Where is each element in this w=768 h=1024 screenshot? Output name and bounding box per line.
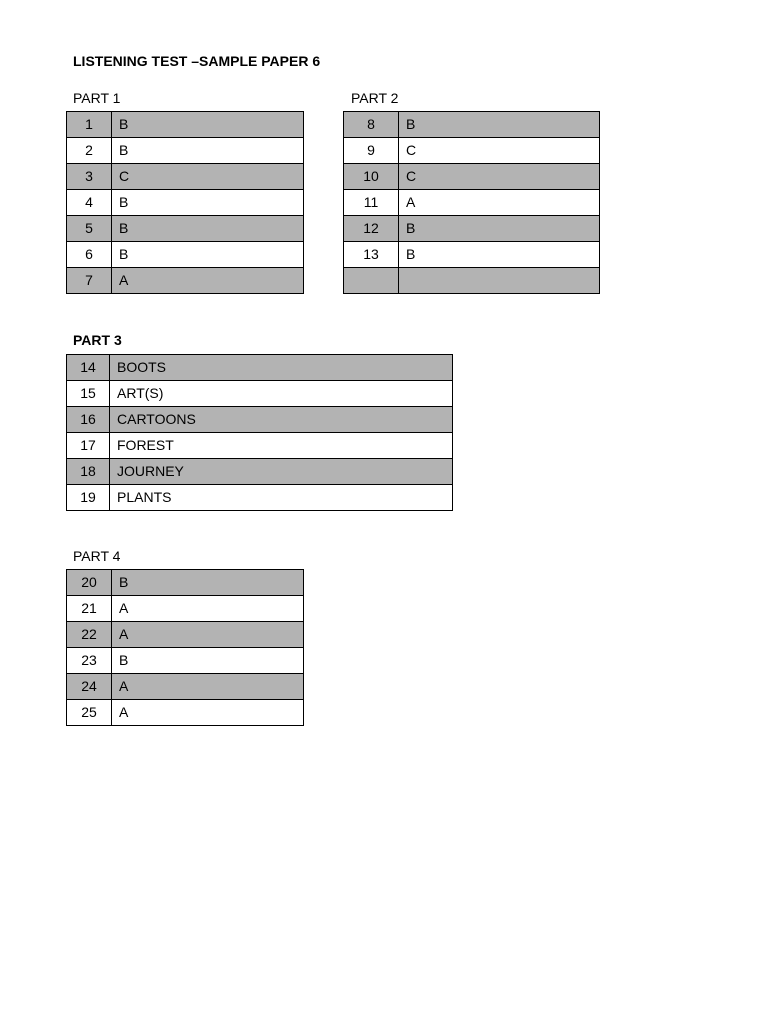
- table-row: [67, 622, 304, 648]
- page-title: LISTENING TEST –SAMPLE PAPER 6: [73, 53, 321, 69]
- question-number: 5: [67, 216, 112, 242]
- answer-cell: B: [112, 648, 304, 674]
- answer-cell: B: [112, 190, 304, 216]
- answer-cell: FOREST: [110, 433, 453, 459]
- question-number: 12: [344, 216, 399, 242]
- answer-cell: B: [112, 242, 304, 268]
- table-row: [344, 242, 600, 268]
- question-number: 3: [67, 164, 112, 190]
- question-number: 21: [67, 596, 112, 622]
- answer-cell: B: [399, 242, 600, 268]
- table-row: [344, 112, 600, 138]
- table-row: [67, 381, 453, 407]
- question-number: 4: [67, 190, 112, 216]
- part3-label: PART 3: [73, 332, 122, 348]
- answer-cell: A: [399, 190, 600, 216]
- table-row: [67, 216, 304, 242]
- answer-cell: C: [112, 164, 304, 190]
- table-row: [67, 700, 304, 726]
- table-row: [344, 190, 600, 216]
- answer-cell: A: [112, 700, 304, 726]
- answer-cell: B: [112, 216, 304, 242]
- part3-answer-table: [66, 354, 453, 511]
- answer-cell: C: [399, 138, 600, 164]
- answer-cell: PLANTS: [110, 485, 453, 511]
- table-row: [344, 268, 600, 294]
- part1-answer-table: [66, 111, 304, 294]
- table-row: [67, 164, 304, 190]
- question-number: 2: [67, 138, 112, 164]
- answer-cell: A: [112, 268, 304, 294]
- table-row: [67, 112, 304, 138]
- question-number: 9: [344, 138, 399, 164]
- table-row: [67, 570, 304, 596]
- answer-cell: [399, 268, 600, 294]
- answer-cell: CARTOONS: [110, 407, 453, 433]
- question-number: 19: [67, 485, 110, 511]
- answer-cell: B: [399, 216, 600, 242]
- answer-cell: B: [112, 112, 304, 138]
- answer-cell: C: [399, 164, 600, 190]
- question-number: 7: [67, 268, 112, 294]
- question-number: 24: [67, 674, 112, 700]
- part4-label: PART 4: [73, 548, 121, 564]
- question-number: 22: [67, 622, 112, 648]
- answer-cell: B: [112, 570, 304, 596]
- answer-cell: A: [112, 622, 304, 648]
- answer-cell: B: [399, 112, 600, 138]
- question-number: 8: [344, 112, 399, 138]
- table-row: [67, 355, 453, 381]
- answer-cell: BOOTS: [110, 355, 453, 381]
- question-number: 25: [67, 700, 112, 726]
- table-row: [67, 407, 453, 433]
- question-number: 20: [67, 570, 112, 596]
- table-row: [67, 459, 453, 485]
- question-number: 18: [67, 459, 110, 485]
- question-number: 16: [67, 407, 110, 433]
- answer-cell: A: [112, 674, 304, 700]
- question-number: 14: [67, 355, 110, 381]
- part2-label: PART 2: [351, 90, 399, 106]
- table-row: [344, 216, 600, 242]
- table-row: [67, 485, 453, 511]
- answer-cell: ART(S): [110, 381, 453, 407]
- table-row: [67, 138, 304, 164]
- table-row: [67, 433, 453, 459]
- question-number: [344, 268, 399, 294]
- part1-label: PART 1: [73, 90, 121, 106]
- answer-cell: JOURNEY: [110, 459, 453, 485]
- table-row: [67, 190, 304, 216]
- table-row: [67, 674, 304, 700]
- table-row: [67, 242, 304, 268]
- question-number: 6: [67, 242, 112, 268]
- question-number: 10: [344, 164, 399, 190]
- table-row: [67, 648, 304, 674]
- question-number: 17: [67, 433, 110, 459]
- question-number: 15: [67, 381, 110, 407]
- table-row: [344, 164, 600, 190]
- table-row: [67, 268, 304, 294]
- part2-answer-table: [343, 111, 600, 294]
- question-number: 23: [67, 648, 112, 674]
- answer-cell: B: [112, 138, 304, 164]
- question-number: 13: [344, 242, 399, 268]
- table-row: [344, 138, 600, 164]
- answer-cell: A: [112, 596, 304, 622]
- part4-answer-table: [66, 569, 304, 726]
- question-number: 11: [344, 190, 399, 216]
- question-number: 1: [67, 112, 112, 138]
- table-row: [67, 596, 304, 622]
